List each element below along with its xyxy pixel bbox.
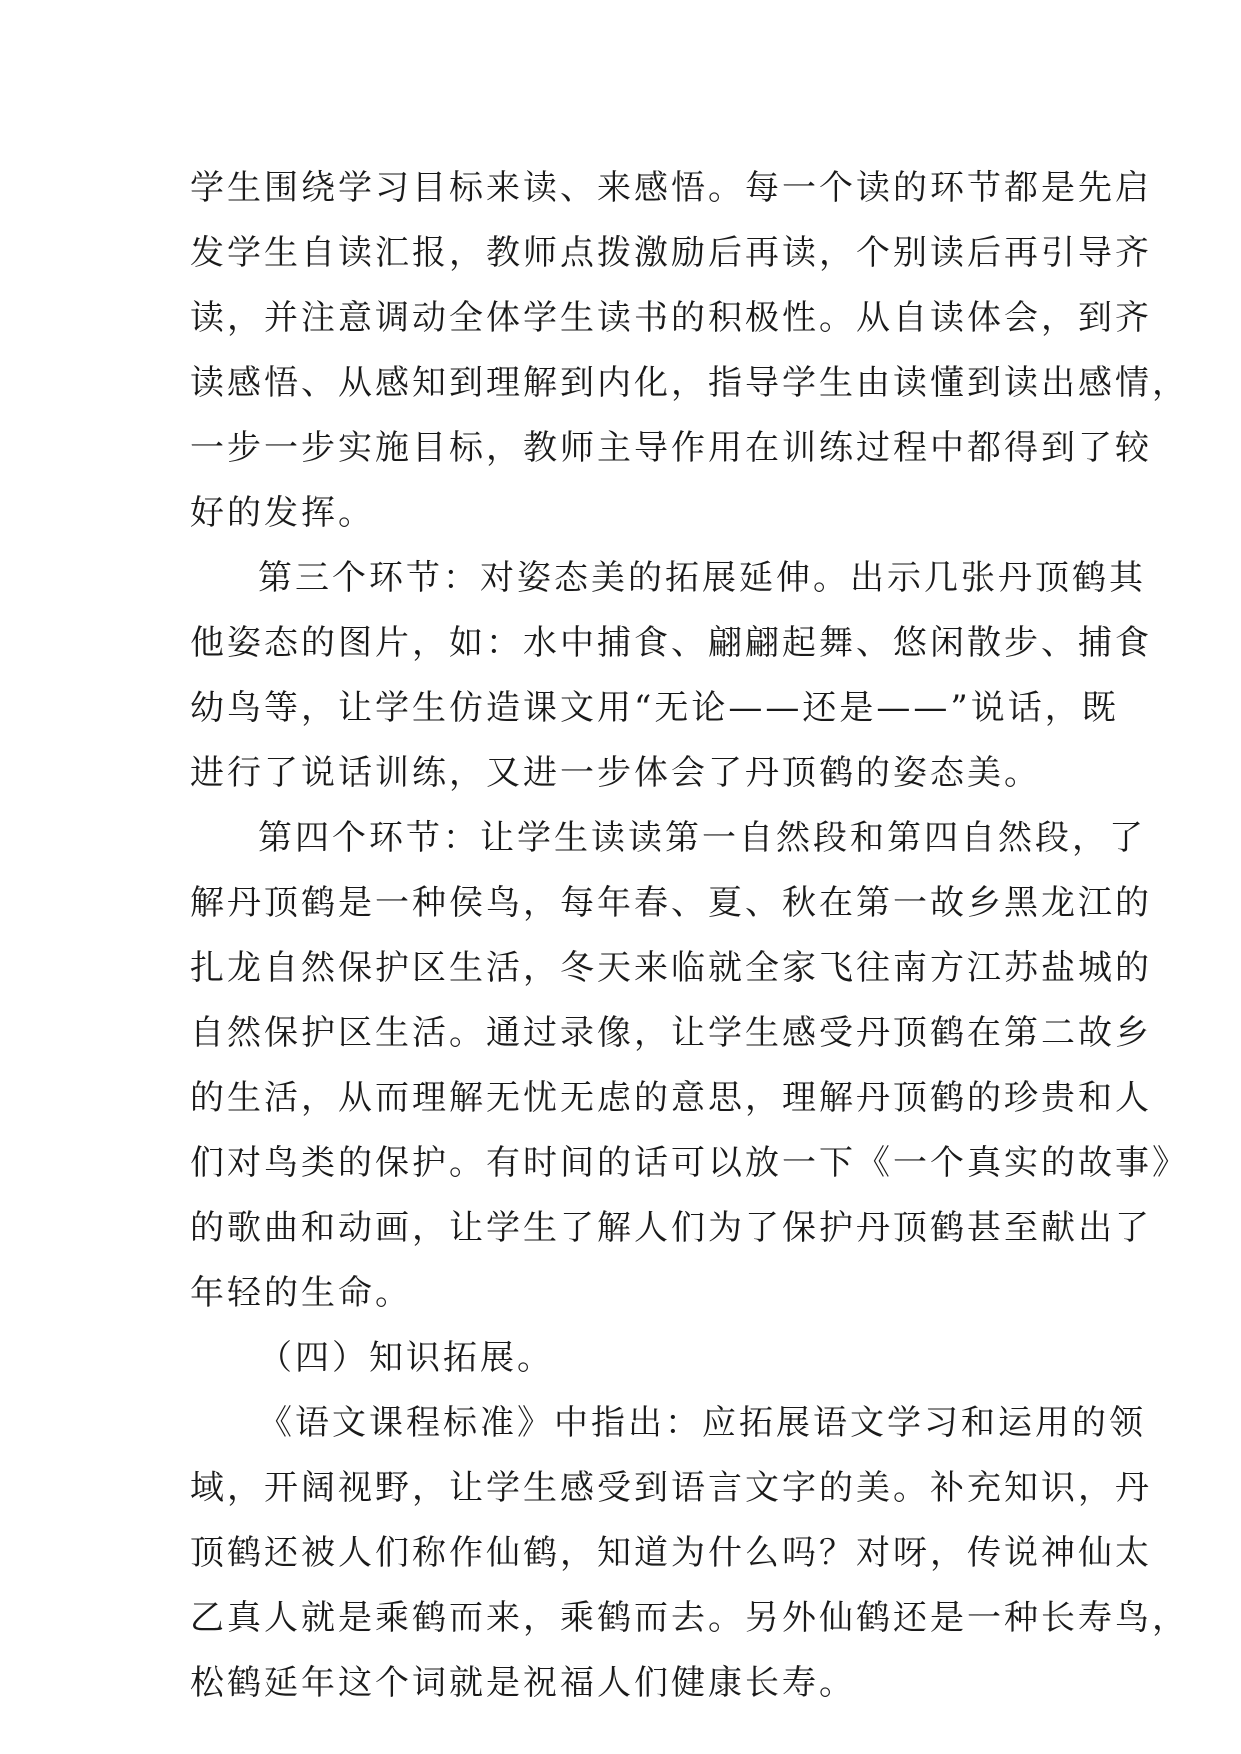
paragraph-first-line: 第四个环节：让学生读读第一自然段和第四自然段，了 xyxy=(258,818,1146,858)
text-line: 好的发挥。 xyxy=(190,493,375,533)
text-line: 读感悟、从感知到理解到内化，指导学生由读懂到读出感情， xyxy=(190,363,1189,403)
text-line: 域，开阔视野，让学生感受到语言文字的美。补充知识，丹 xyxy=(190,1468,1152,1508)
text-line: 他姿态的图片，如：水中捕食、翩翩起舞、悠闲散步、捕食 xyxy=(190,623,1152,663)
text-line: 一步一步实施目标，教师主导作用在训练过程中都得到了较 xyxy=(190,428,1152,468)
body-text xyxy=(190,156,1189,1716)
text-line: 们对鸟类的保护。有时间的话可以放一下《一个真实的故事》 xyxy=(190,1143,1189,1183)
text-line: 读，并注意调动全体学生读书的积极性。从自读体会，到齐 xyxy=(190,298,1152,338)
text-line: 解丹顶鹤是一种侯鸟，每年春、夏、秋在第一故乡黑龙江的 xyxy=(190,883,1152,923)
text-line: 幼鸟等，让学生仿造课文用“无论——还是——”说话，既 xyxy=(190,688,1119,728)
text-line: 的歌曲和动画，让学生了解人们为了保护丹顶鹤甚至献出了 xyxy=(190,1208,1152,1248)
text-line: 年轻的生命。 xyxy=(190,1273,412,1313)
text-line: 松鹤延年这个词就是祝福人们健康长寿。 xyxy=(190,1663,856,1703)
text-line: 学生围绕学习目标来读、来感悟。每一个读的环节都是先启 xyxy=(190,168,1152,208)
text-line: 乙真人就是乘鹤而来，乘鹤而去。另外仙鹤还是一种长寿鸟， xyxy=(190,1598,1189,1638)
text-line: 扎龙自然保护区生活，冬天来临就全家飞往南方江苏盐城的 xyxy=(190,948,1152,988)
text-line: 发学生自读汇报，教师点拨激励后再读，个别读后再引导齐 xyxy=(190,233,1152,273)
text-line: 进行了说话训练，又进一步体会了丹顶鹤的姿态美。 xyxy=(190,753,1041,793)
text-line: 的生活，从而理解无忧无虑的意思，理解丹顶鹤的珍贵和人 xyxy=(190,1078,1152,1118)
paragraph-first-line: 第三个环节：对姿态美的拓展延伸。出示几张丹顶鹤其 xyxy=(258,558,1146,598)
paragraph-first-line: 《语文课程标准》中指出：应拓展语文学习和运用的领 xyxy=(258,1403,1146,1443)
section-heading: （四）知识拓展。 xyxy=(258,1338,554,1378)
text-line: 顶鹤还被人们称作仙鹤，知道为什么吗？对呀，传说神仙太 xyxy=(190,1533,1152,1573)
text-line: 自然保护区生活。通过录像，让学生感受丹顶鹤在第二故乡 xyxy=(190,1013,1152,1053)
